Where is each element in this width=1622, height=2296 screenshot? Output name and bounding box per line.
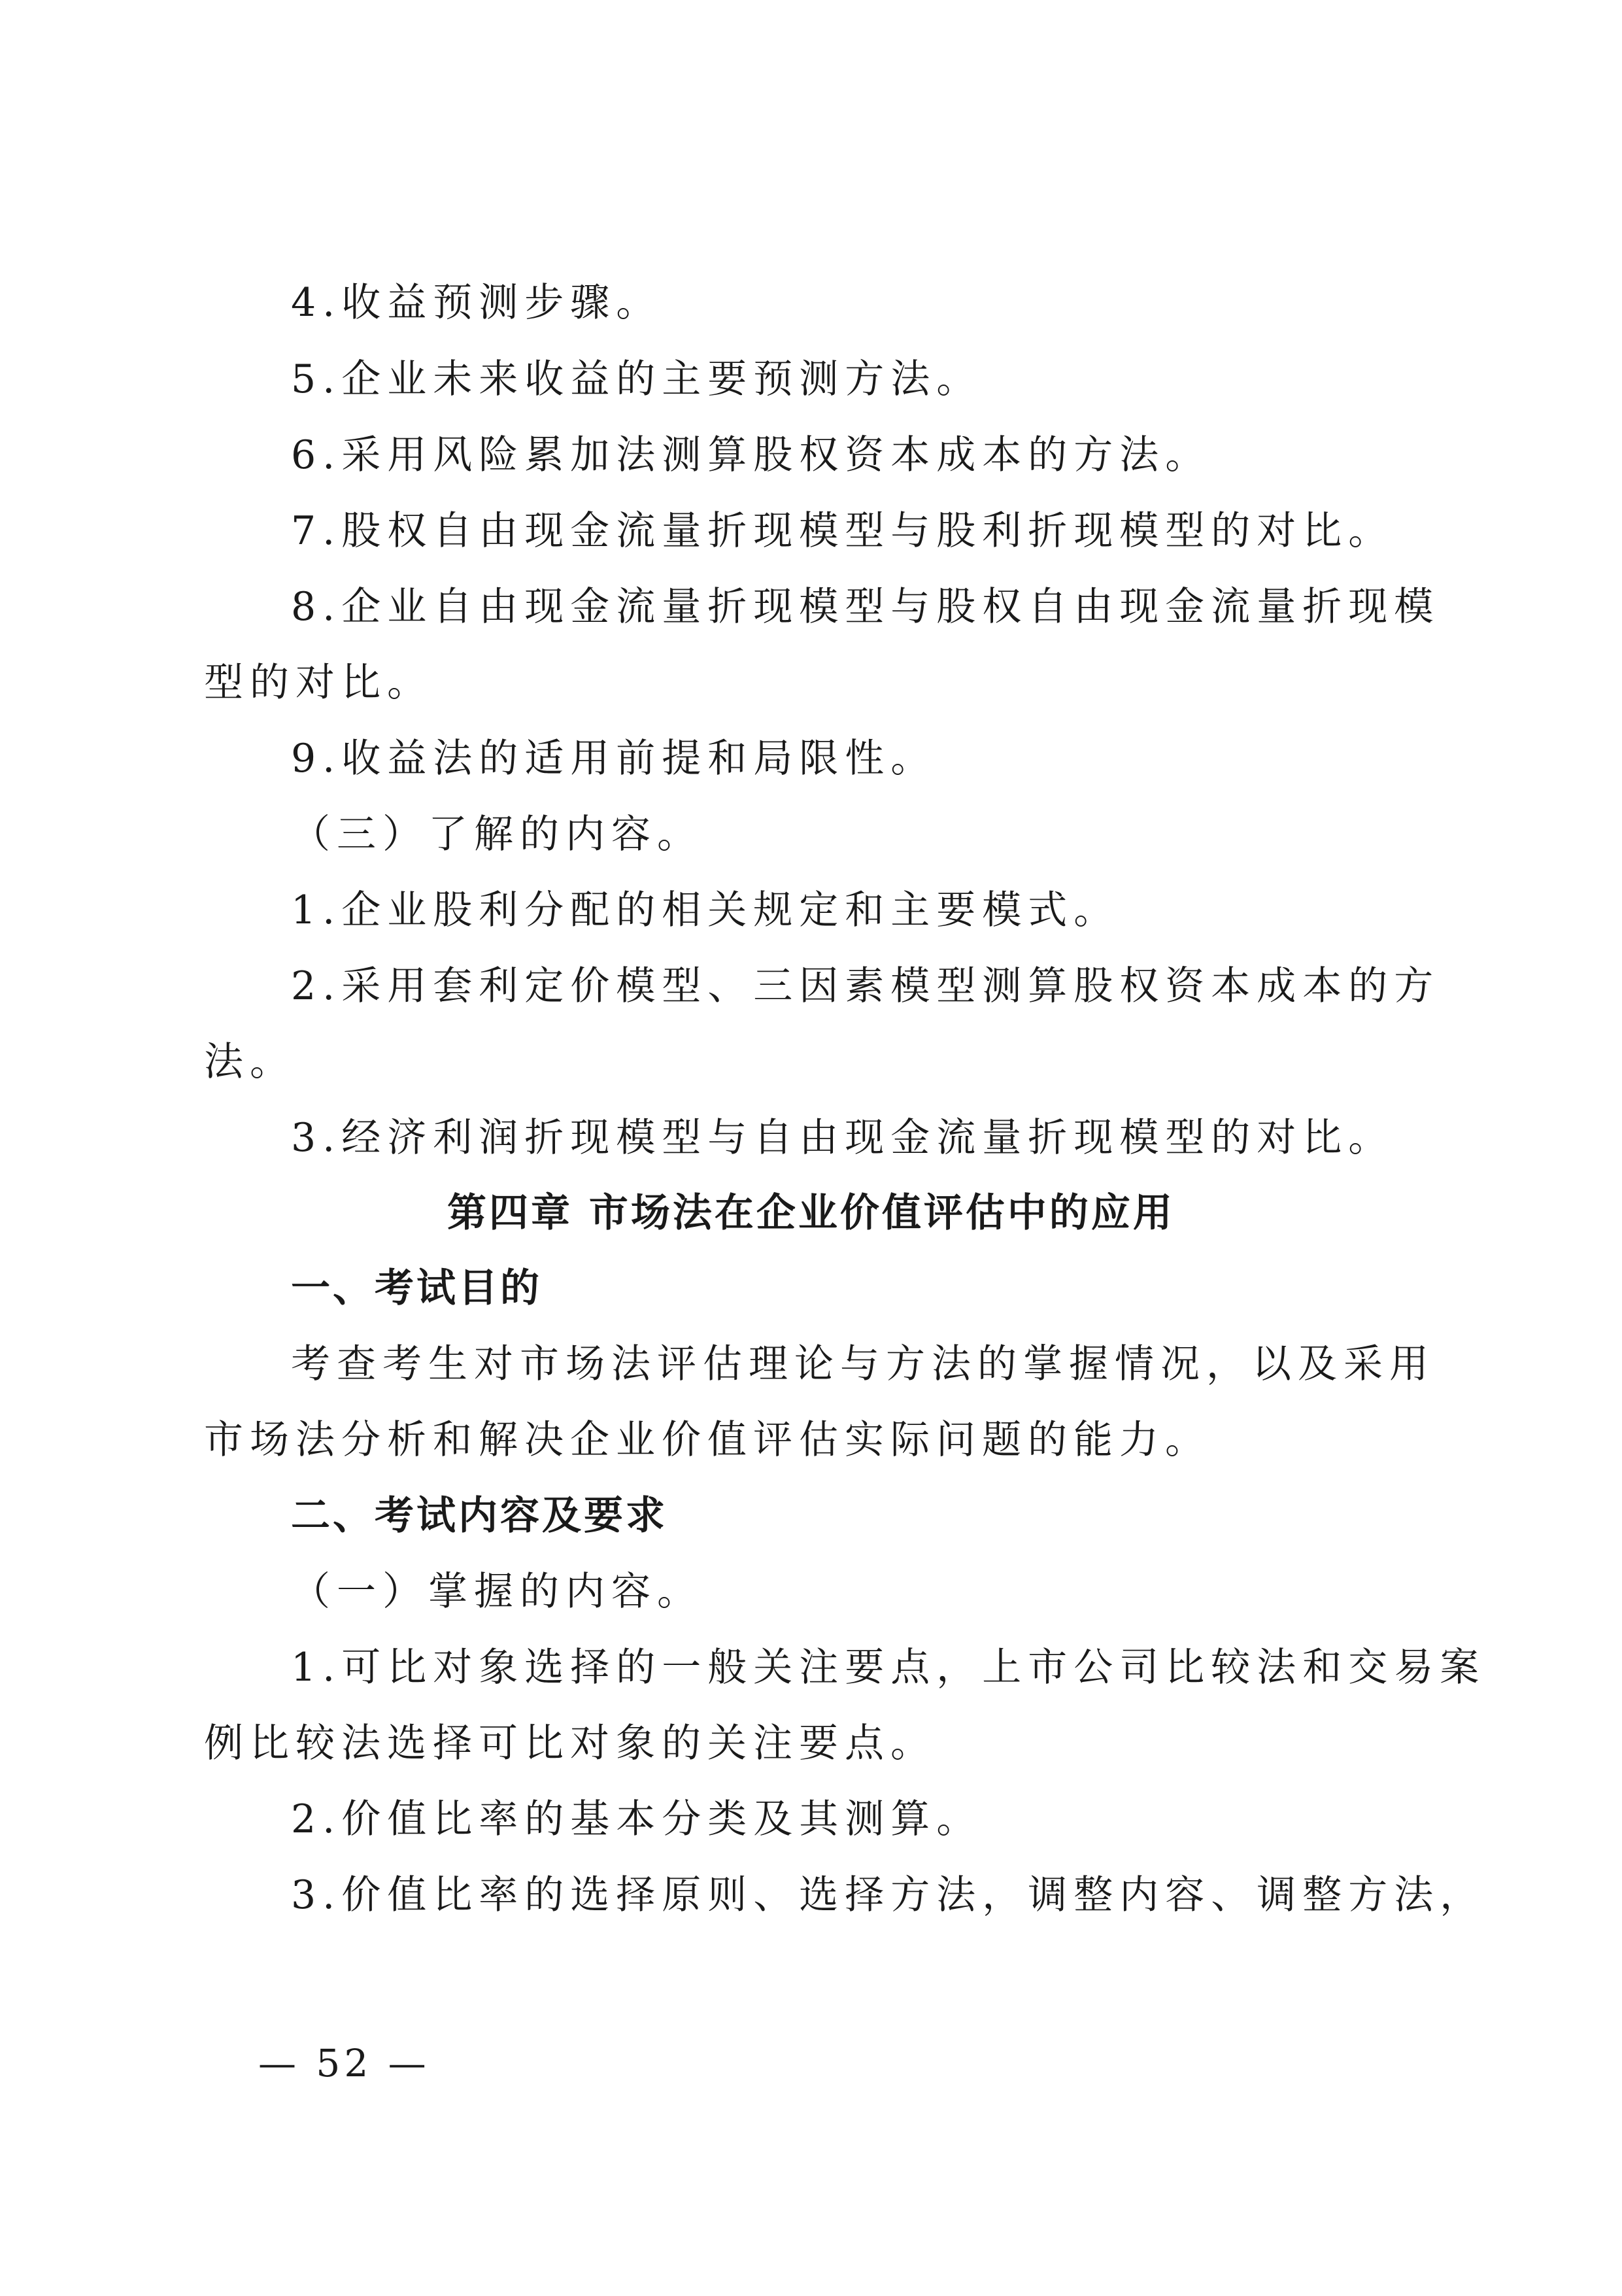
master-item-1: 1.可比对象选择的一般关注要点，上市公司比较法和交易案 (291, 1645, 1486, 1690)
list-item-9: 9.收益法的适用前提和局限性。 (291, 736, 937, 781)
list-item-8-continued: 型的对比。 (204, 660, 433, 706)
chapter-title: 第四章 市场法在企业价值评估中的应用 (447, 1190, 1175, 1236)
master-item-1-continued: 例比较法选择可比对象的关注要点。 (204, 1721, 936, 1766)
master-item-2: 2.价值比率的基本分类及其测算。 (291, 1796, 983, 1842)
section-heading-purpose: 一、考试目的 (291, 1265, 542, 1311)
understand-item-1: 1.企业股利分配的相关规定和主要模式。 (291, 887, 1120, 933)
master-item-3: 3.价值比率的选择原则、选择方法，调整内容、调整方法， (291, 1872, 1486, 1918)
understand-item-2-continued: 法。 (204, 1039, 296, 1085)
list-item-7: 7.股权自由现金流量折现模型与股利折现模型的对比。 (291, 508, 1394, 554)
subsection-master: （一）掌握的内容。 (291, 1569, 703, 1615)
understand-item-2: 2.采用套利定价模型、三因素模型测算股权资本成本的方 (291, 963, 1440, 1009)
subsection-understand: （三）了解的内容。 (291, 812, 703, 857)
understand-item-3: 3.经济利润折现模型与自由现金流量折现模型的对比。 (291, 1115, 1394, 1161)
page-number: — 52 — (258, 2041, 430, 2085)
list-item-8: 8.企业自由现金流量折现模型与股权自由现金流量折现模 (291, 584, 1440, 630)
list-item-4: 4.收益预测步骤。 (291, 280, 662, 326)
list-item-6: 6.采用风险累加法测算股权资本成本的方法。 (291, 432, 1211, 478)
list-item-5: 5.企业未来收益的主要预测方法。 (291, 356, 983, 402)
purpose-paragraph-line-1: 考查考生对市场法评估理论与方法的掌握情况，以及采用 (291, 1341, 1435, 1387)
purpose-paragraph-line-2: 市场法分析和解决企业价值评估实际问题的能力。 (204, 1417, 1211, 1463)
section-heading-content: 二、考试内容及要求 (291, 1493, 667, 1539)
